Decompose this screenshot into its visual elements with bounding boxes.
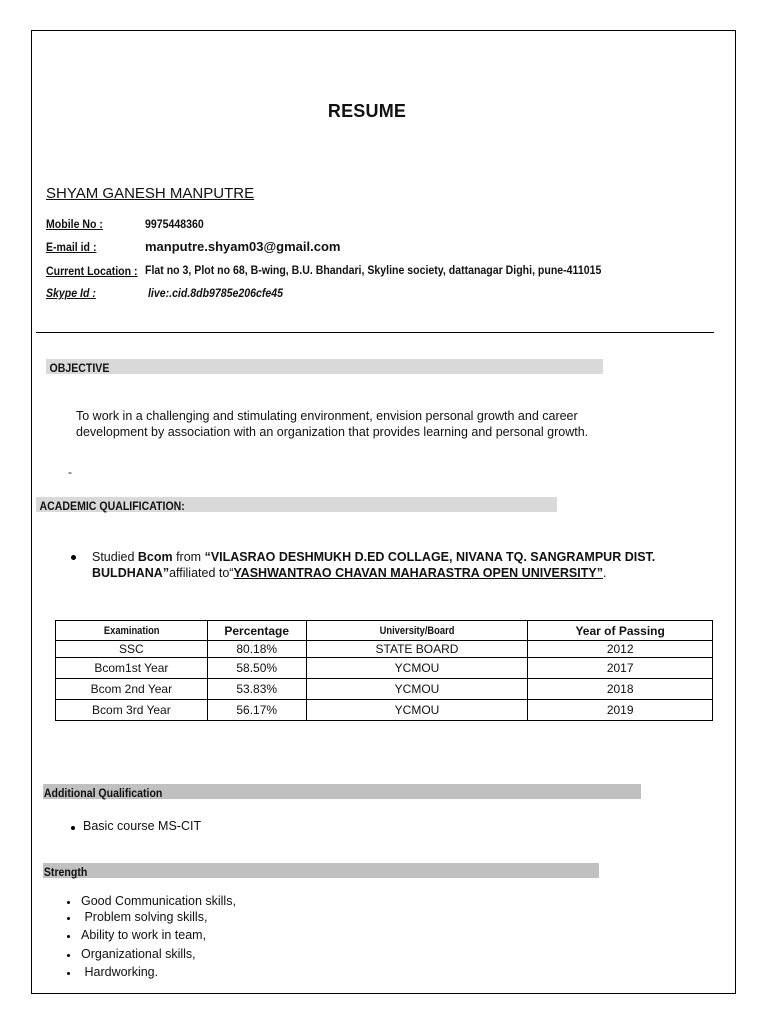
email-label: E-mail id : (46, 240, 97, 254)
bullet-icon (67, 901, 70, 904)
college-name: “VILASRAO DESHMUKH D.ED COLLAGE, NIVANA TQ. SANGRAMPUR DIST. BULDHANA” (92, 550, 656, 580)
header-percentage: Percentage (207, 621, 306, 641)
table-cell: STATE BOARD (306, 641, 528, 658)
bullet-icon (67, 917, 70, 920)
header-university: University/Board (306, 621, 528, 641)
bullet-icon (67, 954, 70, 957)
strength-heading: Strength (43, 865, 88, 879)
degree-name: Bcom (137, 550, 173, 564)
additional-item: Basic course MS-CIT (83, 819, 202, 833)
header-examination: Examination (56, 621, 208, 641)
university-name: YASHWANTRAO CHAVAN MAHARASTRA OPEN UNIVERSITY” (233, 566, 603, 580)
table-row (56, 658, 713, 679)
mobile-value: 9975448360 (145, 217, 204, 231)
document-title: RESUME (327, 101, 407, 121)
studied-from: from (172, 550, 205, 564)
stray-dash: - (68, 465, 72, 479)
objective-text: To work in a challenging and stimulating environment, envision personal growth and career development by association with an organization that provides learning and personal growth. (76, 409, 589, 439)
table-cell: 56.17% (207, 700, 306, 721)
mobile-label: Mobile No : (46, 217, 103, 231)
email-value: manputre.shyam03@gmail.com (145, 239, 341, 254)
objective-heading-band (46, 359, 603, 374)
table-cell: 53.83% (207, 679, 306, 700)
table-cell: 2018 (528, 679, 713, 700)
table-cell: 80.18% (207, 641, 306, 658)
affiliated-text: affiliated to“ (169, 566, 234, 580)
studied-end: . (602, 566, 607, 580)
table-cell: 2017 (528, 658, 713, 679)
strength-item: Ability to work in team, (81, 928, 207, 942)
additional-heading: Additional Qualification (43, 786, 163, 800)
studied-prefix: Studied (92, 550, 138, 564)
bullet-icon (71, 826, 75, 830)
strength-item: Problem solving skills, (81, 910, 208, 924)
location-value: Flat no 3, Plot no 68, B-wing, B.U. Bhandari, Skyline society, dattanagar Dighi, pune-411015 (145, 263, 602, 277)
header-divider (36, 332, 714, 333)
skype-label: Skype Id : (46, 286, 96, 300)
academic-heading-band (36, 497, 557, 512)
strength-item: Hardworking. (81, 965, 159, 979)
strength-item: Organizational skills, (81, 947, 196, 961)
strength-item: Good Communication skills, (81, 894, 236, 908)
table-row (56, 641, 713, 658)
bullet-icon (67, 935, 70, 938)
table-header-row (56, 621, 713, 641)
table-row (56, 700, 713, 721)
table-cell: Bcom 2nd Year (56, 679, 208, 700)
candidate-name: SHYAM GANESH MANPUTRE (46, 185, 255, 202)
table-cell: YCMOU (306, 679, 528, 700)
table-cell: SSC (56, 641, 208, 658)
table-cell: YCMOU (306, 658, 528, 679)
table-row (56, 679, 713, 700)
bullet-icon (67, 972, 70, 975)
table-cell: 2019 (528, 700, 713, 721)
table-cell: Bcom 3rd Year (56, 700, 208, 721)
skype-value: live:.cid.8db9785e206cfe45 (148, 286, 284, 300)
studied-statement (92, 549, 672, 581)
objective-heading: OBJECTIVE (49, 361, 110, 375)
header-year: Year of Passing (528, 621, 713, 641)
table-cell: YCMOU (306, 700, 528, 721)
table-cell: 58.50% (207, 658, 306, 679)
education-table (55, 620, 713, 721)
table-cell: Bcom1st Year (56, 658, 208, 679)
academic-heading: ACADEMIC QUALIFICATION: (39, 499, 185, 513)
additional-heading-band (43, 784, 641, 799)
location-label: Current Location : (46, 264, 138, 278)
table-cell: 2012 (528, 641, 713, 658)
bullet-icon (71, 555, 76, 560)
strength-heading-band (43, 863, 599, 878)
